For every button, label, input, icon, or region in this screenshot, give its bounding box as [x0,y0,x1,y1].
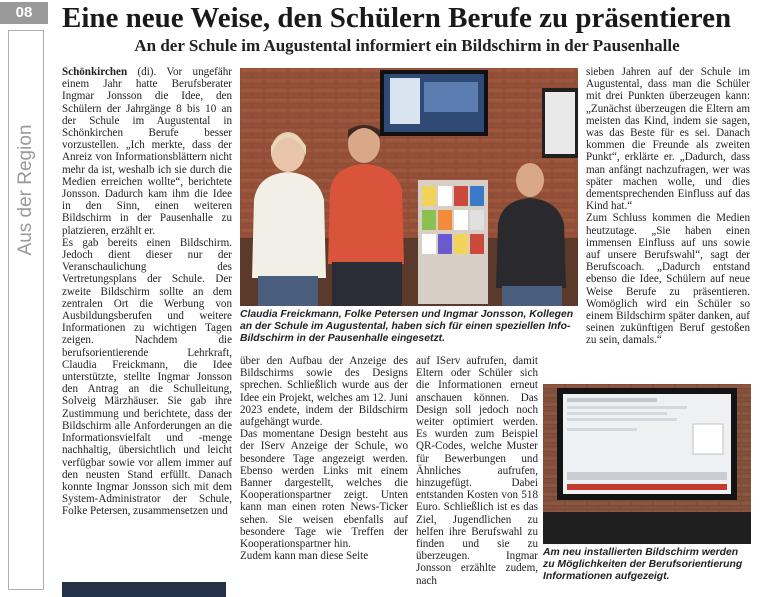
article-text: (di). Vor ungefähr einem Jahr hatte Berufsberater Ingmar Jonsson die Idee, den Schülern der Jahrgänge 8 bis 10 an der Schule im Augustental in Schönkirchen Berufe besser vorzustellen. „Ich merkte, dass der Anreiz von Informationsblättern nicht mehr da ist, weshalb ich sie durch die Medien erreichen wollte“, berichtete Jonsson. Dadurch kam ihm die Idee in den Sinn, einen weiteren Bildschirm in der Pausenhalle zu platzieren, erzählt er. [62,66,232,237]
article-paragraph: über den Aufbau der Anzeige des Bildschirms sowie des Designs sprechen. Schließlich wurde aus der Idee ein Projekt, welches am 12. Juni 2023 endete, indem der Bildschirm aufgehängt wurde. [240,355,408,429]
article-column-2 [240,355,408,562]
article-paragraph: Es gab bereits einen Bildschirm. Jedoch dient dieser nur der Veranschaulichung des Vertretungsplans der Schule. Der zweite Bildschirm sollte an dem zentralen Ort die Werbung von Ausbildungsberufen und weitere Informationen zu wichtigen Tagen zeigen. Nachdem die berufsorientierende Lehrkraft, Claudia Freickmann, die Idee unterstützte, stellte Ingmar Jonsson den Antrag an die Schulleitung, Solveig Märzhäuser. Sie gab ihre Zustimmung und berichtete, dass der Bildschirm alle Anforderungen an die Informationsvielfalt und -menge nachhaltig, übersichtlich und leicht verfügbar sowie vor allem immer auf den neusten Stand erfüllt. Danach konnte Ingmar Jonsson sich mit dem System-Administrator der Schule, Folke Petersen, zusammensetzen und [62,236,232,518]
photo-illustration [240,68,578,306]
subheadline: An der Schule im Augustental informiert ein Bildschirm in der Pausenhalle [134,36,680,55]
page-sidebar [0,0,52,597]
photo-caption-2: Am neu installierten Bildschirm werden zu Möglichkeiten der Berufsorientierung Informationen aufgezeigt. [543,547,743,582]
article-paragraph [62,66,232,237]
photo-three-colleagues [240,68,578,306]
section-frame [8,30,44,590]
dateline-place: Schönkirchen [62,66,128,78]
article-paragraph: sieben Jahren auf der Schule im Augustental, dass man die Schüler mit drei Punkten überzeugen kann: „Zunächst überzeugen die Eltern am meisten das Kind, indem sie sagen, was das Beste für es sei. Danach kommen die Freunde als zweiten Punkt“, erklärte er. „Dadurch, dass man anfängt nachzufragen, wer was später machen wolle, und dies dementsprechenden Einfluss auf das Kind hat.“ [586,66,750,213]
ad-block [62,582,226,597]
photo-info-screen [543,384,751,544]
page-number: 08 [0,2,48,24]
photo-illustration [543,384,751,544]
section-label: Aus der Region [15,124,36,256]
headline: Eine neue Weise, den Schülern Berufe zu präsentieren [62,2,732,34]
article-paragraph: auf IServ aufrufen, damit Eltern oder Schüler sich die Informationen erneut anschauen können. Das Design soll jedoch noch weiter optimiert werden. Es wurden zum Beispiel QR-Codes, welche Muster für Bewerbungen und Ähnliches aufrufen, hinzugefügt. Dabei entstanden Kosten von 518 Euro. Schließlich ist es das Ziel, Jugendlichen zu helfen ihre Berufswahl zu finden und sie zu überzeugen. Ingmar Jonsson erzählte zudem, nach [416,355,538,587]
article-paragraph: Das momentane Design besteht aus der IServ Anzeige der Schule, wo besondere Tage angezeigt werden. Ebenso werden Links mit einem Banner dargestellt, welches die Kooperationspartner zeigt. Unten kann man einen roten News-Ticker sehen. Sie weisen ebenfalls auf besondere Tage wie Treffen der Kooperationspartner hin. [240,428,408,551]
article-paragraph: Zudem kann man diese Seite [240,550,369,563]
article-paragraph: Zum Schluss kommen die Medien heutzutage. „Sie haben einen immensen Einfluss auf uns sowie auf unsere Berufswahl“, sagt der Berufscoach. „Dadurch entstand ebenso die Idee, Schülern auf neue Weise Berufe zu präsentieren. Womöglich wird ein Schüler so einem Bildschirm später danken, auf seinen zukünftigen Beruf gestoßen zu sein, damals.“ [586,212,750,347]
article-column-1 [62,66,232,518]
photo-caption-1: Claudia Freickmann, Folke Petersen und Ingmar Jonsson, Kollegen an der Schule im Augustental, haben sich für einen speziellen Info-Bildschirm in der Pausenhalle eingesetzt. [240,309,574,344]
article-column-4 [586,66,750,347]
article-column-3 [416,355,538,587]
